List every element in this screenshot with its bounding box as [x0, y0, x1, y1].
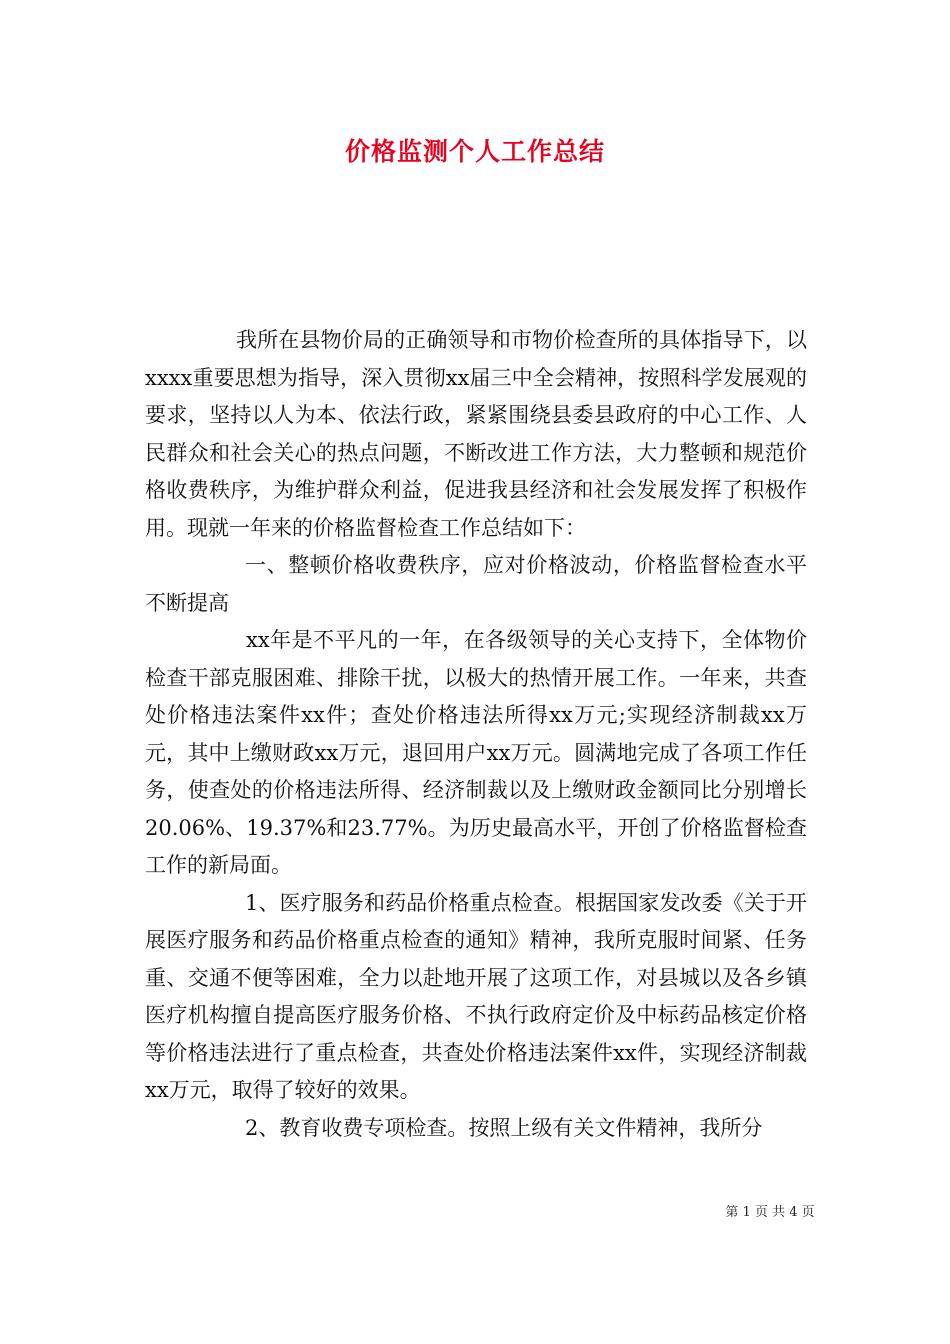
document-title: 价格监测个人工作总结: [344, 137, 605, 166]
page-footer: [0, 1203, 950, 1223]
intro-paragraph: 我所在县物价局的正确领导和市物价检查所的具体指导下，以xxxx重要思想为指导，深入贯彻xx届三中全会精神，按照科学发展观的要求，坚持以人为本、依法行政，紧紧围绕县委县政府的中心工作、人民群众和社会关心的热点问题，不断改进工作方法，大力整顿和规范价格收费秩序，为维护群众利益，促进我县经济和社会发展发挥了积极作用。现就一年来的价格监督检查工作总结如下：: [145, 328, 807, 540]
section-heading-1: 一、整顿价格收费秩序，应对价格波动，价格监督检查水平不断提高: [145, 553, 807, 615]
document-body: [145, 322, 807, 1147]
summary-paragraph: xx年是不平凡的一年，在各级领导的关心支持下，全体物价检查干部克服困难、排除干扰，以极大的热情开展工作。一年来，共查处价格违法案件xx件；查处价格违法所得xx万元;实现经济制裁xx万元，其中上缴财政xx万元，退回用户xx万元。圆满地完成了各项工作任务，使查处的价格违法所得、经济制裁以及上缴财政金额同比分别增长20.06%、19.37%和23.77%。为历史最高水平，开创了价格监督检查工作的新局面。: [145, 628, 807, 877]
item-1-paragraph: 1、医疗服务和药品价格重点检查。根据国家发改委《关于开展医疗服务和药品价格重点检查的通知》精神，我所克服时间紧、任务重、交通不便等困难，全力以赴地开展了这项工作，对县城以及各乡镇医疗机构擅自提高医疗服务价格、不执行政府定价及中标药品核定价格等价格违法进行了重点检查，共查处价格违法案件xx件，实现经济制裁xx万元，取得了较好的效果。: [145, 890, 807, 1102]
item-2-paragraph: 2、教育收费专项检查。按照上级有关文件精神，我所分: [245, 1115, 763, 1140]
page-number: 第 1 页 共 4 页: [725, 1205, 815, 1220]
